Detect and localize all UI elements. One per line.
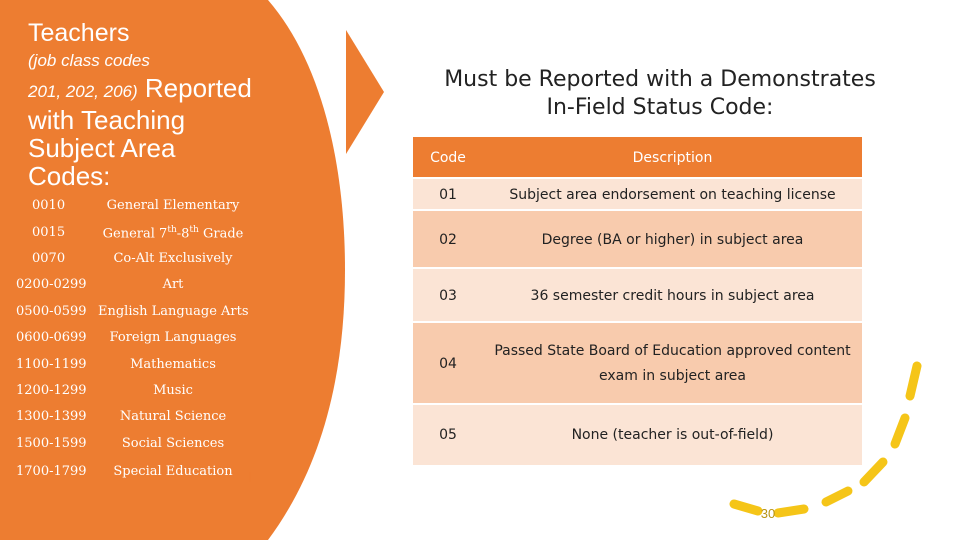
heading-job-codes-list: 201, 202, 206)	[28, 82, 138, 101]
subject-code: 1700-1799	[16, 464, 87, 479]
status-code-heading	[400, 66, 920, 122]
subject-code: 1500-1599	[16, 436, 87, 451]
status-code: 04	[439, 356, 457, 372]
status-description: Subject area endorsement on teaching license	[509, 186, 836, 203]
subject-code: 0600-0699	[16, 330, 87, 345]
heading-line-2: In-Field Status Code:	[546, 95, 774, 120]
subject-code: 0500-0599	[16, 304, 87, 319]
list-item	[0, 330, 300, 352]
list-item	[0, 409, 300, 431]
subject-description: Mathematics	[130, 357, 216, 372]
list-item	[0, 464, 300, 486]
table-row	[413, 267, 862, 323]
status-description: Passed State Board of Education approved content exam in subject area	[494, 343, 851, 384]
heading-line-1: Must be Reported with a Demonstrates	[444, 67, 876, 92]
heading-teachers: Teachers	[28, 19, 130, 47]
list-item	[0, 198, 300, 220]
status-description: Degree (BA or higher) in subject area	[541, 231, 804, 248]
list-item	[0, 383, 300, 405]
table-row	[413, 209, 862, 269]
subject-description: Music	[153, 383, 193, 398]
header-code: Code	[430, 150, 466, 166]
subject-code: 0015	[32, 225, 66, 240]
list-item	[0, 225, 300, 247]
list-item	[0, 251, 300, 273]
status-code: 05	[439, 427, 457, 443]
subject-description: General 7th-8th Grade	[102, 225, 244, 242]
subject-description: Natural Science	[119, 409, 227, 424]
subject-code: 1300-1399	[16, 409, 87, 424]
list-item	[0, 304, 300, 326]
heading-subject-area: Subject Area	[28, 133, 176, 163]
status-description: None (teacher is out-of-field)	[571, 426, 774, 443]
subject-code: 1200-1299	[16, 383, 87, 398]
subject-description: Foreign Languages	[109, 330, 237, 345]
list-item	[0, 277, 300, 299]
list-item	[0, 357, 300, 379]
table-row	[413, 403, 862, 465]
status-code: 03	[439, 288, 457, 304]
subject-code-list	[0, 0, 300, 540]
heading-reported-word: Reported	[137, 73, 252, 103]
table-row	[413, 177, 862, 211]
subject-code: 1100-1199	[16, 357, 87, 372]
subject-code: 0010	[32, 198, 66, 213]
status-code: 02	[439, 232, 457, 248]
status-code: 01	[439, 187, 457, 203]
page-number: 30	[760, 506, 776, 521]
subject-code: 0070	[32, 251, 66, 266]
heading-job-class-codes: (job class codes	[28, 51, 150, 70]
heading-with-teaching: with Teaching	[28, 105, 186, 135]
subject-description: Co-Alt Exclusively	[113, 251, 233, 266]
list-item	[0, 436, 300, 458]
subject-description: English Language Arts	[98, 304, 249, 319]
heading-codes: Codes:	[28, 161, 111, 191]
subject-description: Art	[162, 277, 184, 292]
table-header-row	[413, 137, 862, 179]
subject-code: 0200-0299	[16, 277, 87, 292]
header-description: Description	[632, 149, 713, 166]
table-row	[413, 321, 862, 405]
arrow-right-icon	[346, 30, 384, 154]
subject-description: Social Sciences	[121, 436, 225, 451]
status-description: 36 semester credit hours in subject area	[530, 287, 815, 304]
subject-description: General Elementary	[106, 198, 240, 213]
subject-description: Special Education	[113, 464, 233, 479]
